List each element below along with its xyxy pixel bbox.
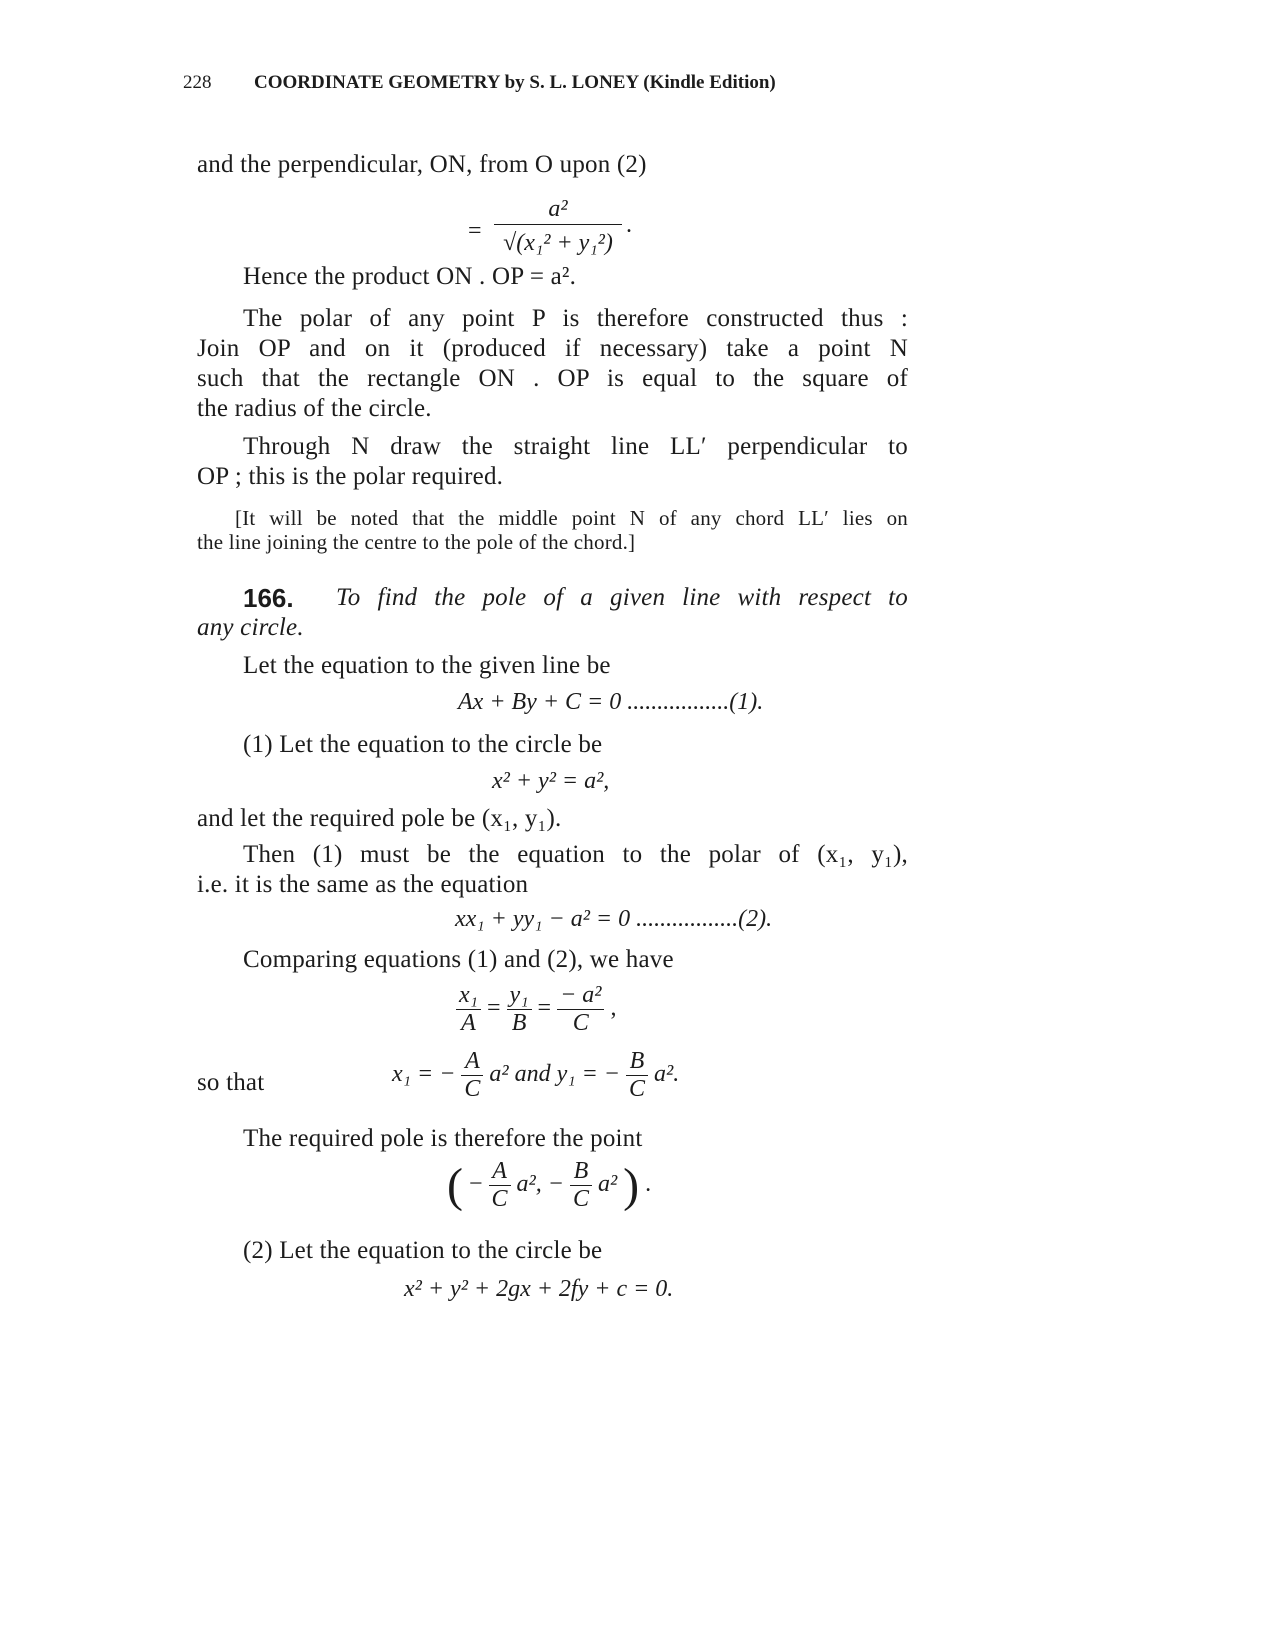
text-hence: Hence the product ON . OP = a². [243,263,577,290]
frac-denominator: C [464,1076,481,1102]
text-comparing: Comparing equations (1) and (2), we have [243,946,674,973]
note-line: the line joining the centre to the pole of the chord.] [197,530,636,554]
case-1-heading: (1) Let the equation to the circle be [243,731,603,758]
frac-denominator: C [572,1186,589,1212]
section-number: 166. [243,583,294,613]
frac-numerator: x₁ [456,982,481,1010]
text-so-that: so that [197,1069,265,1096]
frac-numerator: A [461,1048,483,1076]
frac-denominator: C [491,1186,508,1212]
equation-2: xx₁ + yy₁ − a² = 0 .................(2). [455,906,773,932]
a2-and: a² and [489,1061,551,1088]
y1-expr: y₁ = − [556,1061,620,1088]
frac-denominator: C [629,1076,646,1102]
text-line: i.e. it is the same as the equation [197,871,529,898]
perp-denominator: √(x₁² + y₁²) [503,230,613,256]
text-line: and let the required pole be (x₁, y₁). [197,805,562,832]
paragraph-line: Through N draw the straight line LL′ perpendicular to [243,433,908,460]
frac-numerator: y₁ [507,982,532,1010]
case-2-heading: (2) Let the equation to the circle be [243,1237,603,1264]
section-title-cont: any circle. [197,614,304,641]
perp-numerator: a² [548,196,568,222]
text-line: Then (1) must be the equation to the polar of (x₁, y₁), [243,841,908,868]
section-title: To find the pole of a given line with respect to [336,584,908,611]
equation-solution [392,1048,679,1103]
note-line: [It will be noted that the middle point N of any chord LL′ lies on [235,506,908,530]
paragraph-line: The polar of any point P is therefore constructed thus : [243,305,908,332]
paragraph-line: Join OP and on it (produced if necessary) take a point N [197,335,908,362]
equation-1: Ax + By + C = 0 .................(1). [458,689,764,715]
paragraph-line: the radius of the circle. [197,395,432,422]
page-number: 228 [183,72,212,93]
paragraph-line: such that the rectangle ON . OP is equal to the square of [197,365,908,392]
x1-expr: x₁ = − [392,1061,456,1088]
equation-circle-1: x² + y² = a², [492,768,610,794]
equation-ratio: $\frac{\text{x₁}}{A}$ = $\frac{\text{y₁}}{B}$ = $\frac{\text{− a²}}{C}$ , [456,982,616,1037]
frac-numerator: B [570,1158,592,1186]
text-required-pole: The required pole is therefore the point [243,1125,643,1152]
equation-circle-2: x² + y² + 2gx + 2fy + c = 0. [404,1276,674,1302]
frac-denominator: C [572,1010,589,1036]
frac-numerator: − a² [557,982,604,1010]
a2-end: a². [654,1061,680,1088]
paragraph-line: OP ; this is the polar required. [197,463,504,490]
frac-denominator: A [461,1010,476,1036]
equation-pole: ( − $\frac{A}{C}$ a², − $\frac{B}{C}$ a² ) . [447,1158,652,1212]
frac-numerator: B [626,1048,648,1076]
frac-numerator: A [489,1158,511,1186]
running-title: COORDINATE GEOMETRY by S. L. LONEY (Kindle Edition) [254,72,776,93]
text-line: Let the equation to the given line be [243,652,611,679]
frac-denominator: B [511,1010,527,1036]
text-line: and the perpendicular, ON, from O upon (2) [197,151,647,178]
